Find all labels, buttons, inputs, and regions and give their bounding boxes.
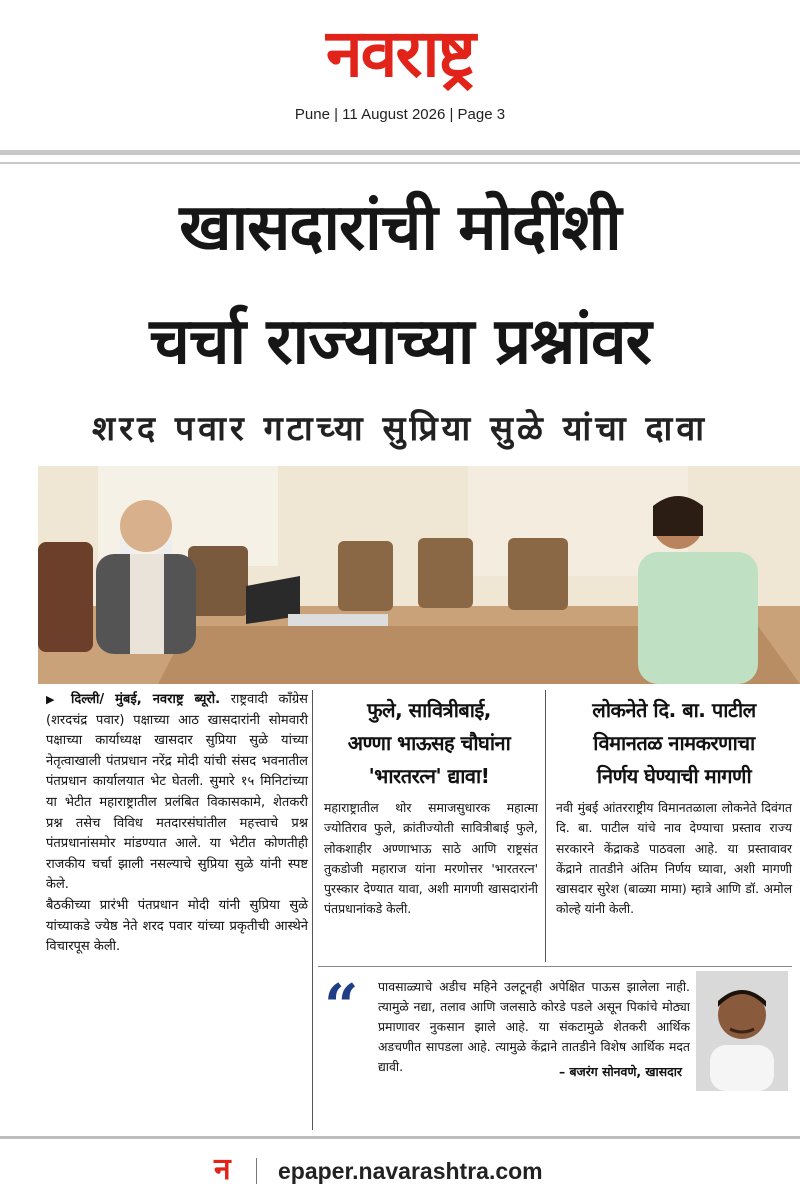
triangle-bullet-icon: ▶ [46, 693, 61, 706]
bharatratna-headline-line-1: फुले, सावित्रीबाई, [367, 698, 491, 722]
airport-headline-line-2: विमानतळ नामकरणाचा [593, 731, 755, 755]
footer [0, 1150, 800, 1190]
lead-story-body: राष्ट्रवादी काँग्रेस (शरदचंद्र पवार) पक्षाच्या आठ खासदारांनी सोमवारी पक्षाच्या कार्याध्यक्ष खासदार सुप्रिया सुळे यांच्या नेतृत्वाखाली पंतप्रधान नरेंद्र मोदी यांची संसद भवनातील पंतप्रधान कार्यालयात भेट घेतली. सुमारे १५ मिनिटांच्या या भेटीत महाराष्ट्रातील प्रलंबित विकासकामे, शेतकरी प्रश्न तसेच विविध मतदारसंघांतील महत्त्वाचे प्रश्न पंतप्रधानांसमोर मांडण्यात आले. या भेटीत कोणतीही राजकीय चर्चा झाली नसल्याचे सुप्रिया सुळे यांनी स्पष्ट केले. [46, 692, 308, 893]
column-divider-2 [545, 690, 546, 962]
edition-dateline: Pune | 11 August 2026 | Page 3 [294, 106, 506, 123]
newspaper-logo: नवराष्ट्र [326, 15, 474, 92]
quote-author: – बजरंग सोनवणे, खासदार [558, 1064, 682, 1079]
lead-story-paragraph [46, 690, 308, 896]
lead-story [46, 690, 308, 958]
headline-line-1: खासदारांची मोदींशी [179, 191, 621, 265]
lead-story-body-2: बैठकीच्या प्रारंभी पंतप्रधान मोदी यांनी सुप्रिया सुळे यांच्याकडे ज्येष्ठ नेते शरद पवार यांच्या प्रकृतीची आस्थेने विचारपूस केली. [46, 897, 308, 955]
masthead-divider [0, 150, 800, 164]
quote-text: पावसाळ्याचे अडीच महिने उलटूनही अपेक्षित पाऊस झालेला नाही. त्यामुळे नद्या, तलाव आणि जलसाठे कोरडे पडले असून पिकांचे मोठ्या प्रमाणावर नुकसान झाले आहे. या संकटामुळे शेतकरी आर्थिक अडचणीत सापडला आहे. त्यामुळे केंद्राने तातडीने विशेष आर्थिक मदत द्यावी. [378, 979, 690, 1074]
quote-mark-icon: “ [324, 972, 359, 1042]
column-divider-1 [312, 690, 313, 1130]
subheadline: शरद पवार गटाच्या सुप्रिया सुळे यांचा दावा [91, 409, 709, 449]
bharatratna-headline-line-3: 'भारतरत्न' द्यावा! [368, 764, 490, 788]
meeting-photo [38, 466, 800, 684]
bharatratna-headline-line-2: अण्णा भाऊसह चौघांना [347, 731, 511, 755]
epaper-url-link[interactable]: epaper.navarashtra.com [278, 1158, 543, 1184]
quote-box [318, 966, 792, 1098]
bharatratna-headline [318, 694, 540, 793]
speaker-portrait-illustration [696, 971, 788, 1091]
bharatratna-body: महाराष्ट्रातील थोर समाजसुधारक महात्मा ज्योतिराव फुले, क्रांतीज्योती सावित्रीबाई फुले, लोकशाहीर अण्णाभाऊ साठे आणि राष्ट्रसंत तुकडोजी महाराज यांना मरणोत्तर 'भारतरत्न' पुरस्कार देण्यात यावा, अशी मागणी खासदारांनी पंतप्रधानांकडे केली. [324, 800, 538, 917]
airport-headline-line-1: लोकनेते दि. बा. पाटील [592, 698, 756, 722]
airport-body: नवी मुंबई आंतरराष्ट्रीय विमानतळाला लोकनेते दिवंगत दि. बा. पाटील यांचे नाव देण्याचा प्रस्ताव राज्य सरकारने केंद्राकडे पाठवला आहे. या प्रस्तावावर केंद्राने तातडीने अंतिम निर्णय घ्यावा, अशी मागणी खासदार सुरेश (बाळ्या मामा) म्हात्रे आणि डॉ. अमोल कोल्हे यांनी केली. [556, 800, 792, 917]
footer-logo-icon: न [214, 1152, 231, 1187]
headline-line-2: चर्चा राज्याच्या प्रश्नांवर [149, 305, 651, 379]
footer-separator [256, 1158, 257, 1184]
meeting-photo-illustration [38, 466, 800, 684]
masthead [0, 0, 800, 150]
airport-headline [552, 694, 796, 793]
footer-divider [0, 1136, 800, 1139]
airport-headline-line-3: निर्णय घेण्याची मागणी [596, 764, 752, 788]
lead-story-dateline: दिल्ली/ मुंबई, नवराष्ट्र ब्यूरो. [71, 692, 221, 707]
speaker-portrait [696, 971, 788, 1091]
